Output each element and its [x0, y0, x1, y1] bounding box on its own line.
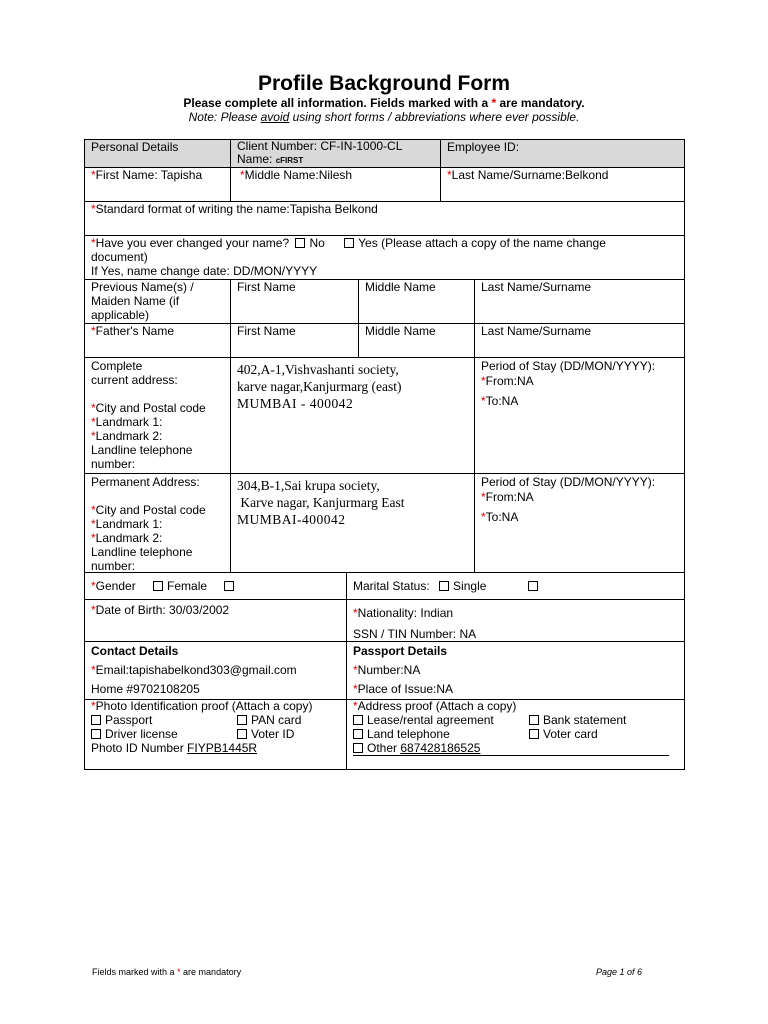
- lease-agreement-checkbox[interactable]: [353, 715, 363, 725]
- grid-line: [230, 279, 231, 357]
- permanent-address-field[interactable]: [232, 476, 474, 572]
- client-name-value: cFIRST: [275, 156, 304, 165]
- required-star: *: [353, 663, 358, 677]
- no-label: No: [309, 236, 325, 250]
- photo-passport-checkbox[interactable]: [91, 715, 101, 725]
- form-note: [0, 110, 768, 124]
- passport-details-heading: Passport Details: [353, 644, 448, 658]
- fathers-name-label: [86, 323, 230, 357]
- changed-name-question: Have you ever changed your name?: [95, 236, 290, 250]
- address-proof-heading: Address proof (Attach a copy): [357, 699, 517, 713]
- subtitle-text-1: Please complete all information. Fields marked with a: [183, 96, 492, 110]
- single-label: Single: [453, 579, 487, 593]
- male-checkbox[interactable]: [224, 581, 234, 591]
- required-star: *: [481, 510, 486, 524]
- required-star: *: [91, 415, 96, 429]
- middle-name-field[interactable]: [232, 167, 440, 201]
- voter-id-label: Voter ID: [251, 727, 295, 741]
- client-number-text: Client Number: CF-IN-1000-CL: [237, 139, 403, 153]
- required-star: *: [91, 603, 96, 617]
- permanent-address-labels: [86, 474, 230, 572]
- required-star: *: [91, 429, 96, 443]
- permanent-period-label: Period of Stay (DD/MON/YYYY):: [481, 475, 656, 489]
- bank-statement-checkbox[interactable]: [529, 715, 539, 725]
- current-address-labels: [86, 358, 230, 472]
- pan-card-checkbox[interactable]: [237, 715, 247, 725]
- father-last-name-field[interactable]: Last Name/Surname: [481, 324, 592, 338]
- last-name-field[interactable]: [442, 167, 682, 201]
- employee-id-field[interactable]: Employee ID:: [447, 140, 520, 154]
- land-telephone-checkbox[interactable]: [353, 729, 363, 739]
- required-star: *: [91, 401, 96, 415]
- permanent-address-line1: 304,B-1,Sai krupa society,: [237, 478, 380, 493]
- grid-line: [346, 572, 347, 770]
- grid-line: [230, 139, 231, 201]
- required-star: *: [91, 168, 96, 182]
- female-checkbox[interactable]: [153, 581, 163, 591]
- current-period-label: Period of Stay (DD/MON/YYYY):: [481, 359, 656, 373]
- dob-text: Date of Birth: 30/03/2002: [95, 603, 230, 617]
- father-first-name-field[interactable]: First Name: [237, 324, 296, 338]
- required-star: *: [91, 503, 96, 517]
- lease-agreement-label: Lease/rental agreement: [367, 713, 494, 727]
- email-field[interactable]: Email:tapishabelkond303@gmail.com: [95, 663, 297, 677]
- current-landline-label: Landline telephone number:: [91, 443, 193, 471]
- place-of-issue-field[interactable]: Place of Issue:NA: [357, 682, 454, 696]
- current-address-line3: MUMBAI - 400042: [237, 396, 354, 411]
- personal-details-label: Personal Details: [91, 140, 179, 154]
- permanent-landline-label: Landline telephone number:: [91, 545, 193, 572]
- nationality-field[interactable]: Nationality: Indian: [357, 606, 454, 620]
- required-star: *: [481, 374, 486, 388]
- grid-line: [230, 357, 231, 572]
- driver-license-checkbox[interactable]: [91, 729, 101, 739]
- current-from-field[interactable]: From:NA: [485, 374, 534, 388]
- grid-line: [84, 769, 685, 770]
- other-proof-field[interactable]: 687428186525: [400, 741, 481, 755]
- date-of-birth-field[interactable]: [86, 600, 346, 641]
- required-star: *: [353, 606, 358, 620]
- current-landmark2-label: Landmark 2:: [95, 429, 163, 443]
- required-star: *: [91, 579, 96, 593]
- previous-last-name-field[interactable]: Last Name/Surname: [481, 280, 592, 294]
- other-proof-label: Other: [367, 741, 401, 755]
- home-phone-field[interactable]: Home #9702108205: [91, 682, 200, 696]
- last-name-text: Last Name/Surname:Belkond: [451, 168, 609, 182]
- photo-passport-label: Passport: [105, 713, 153, 727]
- land-telephone-label: Land telephone: [367, 727, 450, 741]
- required-star: *: [91, 202, 96, 216]
- permanent-address-line3: MUMBAI-400042: [237, 512, 346, 527]
- nationality-ssn-section: [348, 600, 684, 641]
- footer-text-1: Fields marked with a: [92, 967, 178, 977]
- grid-line: [474, 279, 475, 357]
- current-address-field[interactable]: [232, 360, 474, 472]
- photo-id-number-label: Photo ID Number: [91, 741, 188, 755]
- footer-mandatory-note: [92, 967, 241, 977]
- bank-statement-label: Bank statement: [543, 713, 627, 727]
- required-star: *: [91, 236, 96, 250]
- current-address-line2: karve nagar,Kanjurmarg (east): [237, 379, 402, 394]
- required-star: *: [91, 663, 96, 677]
- previous-middle-name-field[interactable]: Middle Name: [365, 280, 436, 294]
- current-period-of-stay: [476, 358, 684, 472]
- page-number: Page 1 of 6: [596, 967, 643, 977]
- required-star: *: [91, 517, 96, 531]
- permanent-from-field[interactable]: From:NA: [485, 490, 534, 504]
- married-checkbox[interactable]: [528, 581, 538, 591]
- client-name-label: Name:: [237, 152, 276, 166]
- required-star: *: [481, 490, 486, 504]
- previous-first-name-field[interactable]: First Name: [237, 280, 296, 294]
- grid-line: [684, 139, 685, 770]
- note-avoid: avoid: [260, 110, 290, 124]
- required-star: *: [481, 394, 486, 408]
- middle-name-text: Middle Name:Nilesh: [244, 168, 353, 182]
- required-star: *: [447, 168, 452, 182]
- required-star: *: [91, 324, 96, 338]
- subtitle-text-2: are mandatory.: [496, 96, 585, 110]
- single-checkbox[interactable]: [439, 581, 449, 591]
- photo-id-number-field[interactable]: FIYPB1445R: [187, 741, 258, 755]
- ssn-field[interactable]: SSN / TIN Number: NA: [353, 627, 477, 641]
- standard-name-format-field[interactable]: [86, 201, 682, 235]
- required-star: *: [240, 168, 245, 182]
- gender-field: [86, 573, 346, 599]
- father-middle-name-field[interactable]: Middle Name: [365, 324, 436, 338]
- current-city-label: City and Postal code: [95, 401, 206, 415]
- photo-id-heading: Photo Identification proof (Attach a copy): [95, 699, 313, 713]
- marital-status-label: Marital Status:: [353, 579, 430, 593]
- grid-line: [358, 279, 359, 357]
- grid-line: [474, 357, 475, 572]
- current-address-line1: 402,A-1,Vishvashanti society,: [237, 362, 399, 377]
- note-text-1: Note: Please: [188, 110, 261, 124]
- note-text-2: using short forms / abbreviations where ever possible.: [289, 110, 580, 124]
- required-star: *: [353, 682, 358, 696]
- voter-card-checkbox[interactable]: [529, 729, 539, 739]
- marital-status-field: [348, 573, 684, 599]
- grid-line: [440, 139, 441, 201]
- female-label: Female: [167, 579, 208, 593]
- voter-id-checkbox[interactable]: [237, 729, 247, 739]
- voter-card-label: Voter card: [543, 727, 598, 741]
- driver-license-label: Driver license: [105, 727, 178, 741]
- permanent-period-of-stay: [476, 474, 684, 572]
- current-address-label-2: current address:: [91, 373, 178, 387]
- name-change-section: [86, 235, 682, 279]
- required-star: *: [91, 531, 96, 545]
- footer-text-2: are mandatory: [180, 967, 242, 977]
- profile-form-table: [84, 139, 685, 769]
- current-to-field[interactable]: To:NA: [485, 394, 519, 408]
- required-star: *: [91, 699, 96, 713]
- photo-id-section: [86, 699, 346, 769]
- permanent-landmark2-label: Landmark 2:: [95, 531, 163, 545]
- passport-details-section: [348, 642, 684, 699]
- footer-star: *: [177, 967, 181, 977]
- permanent-address-label: Permanent Address:: [91, 475, 200, 489]
- grid-line: [84, 139, 85, 770]
- gender-label: Gender: [95, 579, 136, 593]
- first-name-text: First Name: Tapisha: [95, 168, 203, 182]
- document-text: document): [91, 250, 148, 264]
- fathers-name-text: Father's Name: [95, 324, 174, 338]
- pan-card-label: PAN card: [251, 713, 302, 727]
- yes-label: Yes (Please attach a copy of the name change: [358, 236, 606, 250]
- passport-number-field[interactable]: Number:NA: [357, 663, 421, 677]
- first-name-field[interactable]: [86, 167, 230, 201]
- permanent-city-label: City and Postal code: [95, 503, 206, 517]
- standard-name-text: Standard format of writing the name:Tapisha Belkond: [95, 202, 378, 216]
- permanent-landmark1-label: Landmark 1:: [95, 517, 163, 531]
- yes-checkbox[interactable]: [344, 238, 354, 248]
- required-star: *: [353, 699, 358, 713]
- subtitle-star: *: [491, 96, 497, 110]
- client-number: [232, 139, 440, 167]
- permanent-to-field[interactable]: To:NA: [485, 510, 519, 524]
- contact-details-section: [86, 642, 346, 699]
- form-subtitle: [0, 96, 768, 110]
- previous-names-label: Previous Name(s) / Maiden Name (if applicable): [91, 280, 194, 322]
- contact-details-heading: Contact Details: [91, 644, 179, 658]
- current-landmark1-label: Landmark 1:: [95, 415, 163, 429]
- current-address-label-1: Complete: [91, 359, 143, 373]
- no-checkbox[interactable]: [295, 238, 305, 248]
- name-change-date: If Yes, name change date: DD/MON/YYYY: [91, 264, 318, 278]
- permanent-address-line2: Karve nagar, Kanjurmarg East: [237, 495, 405, 510]
- address-proof-section: [348, 699, 684, 769]
- form-title: Profile Background Form: [257, 72, 511, 95]
- other-proof-checkbox[interactable]: [353, 743, 363, 753]
